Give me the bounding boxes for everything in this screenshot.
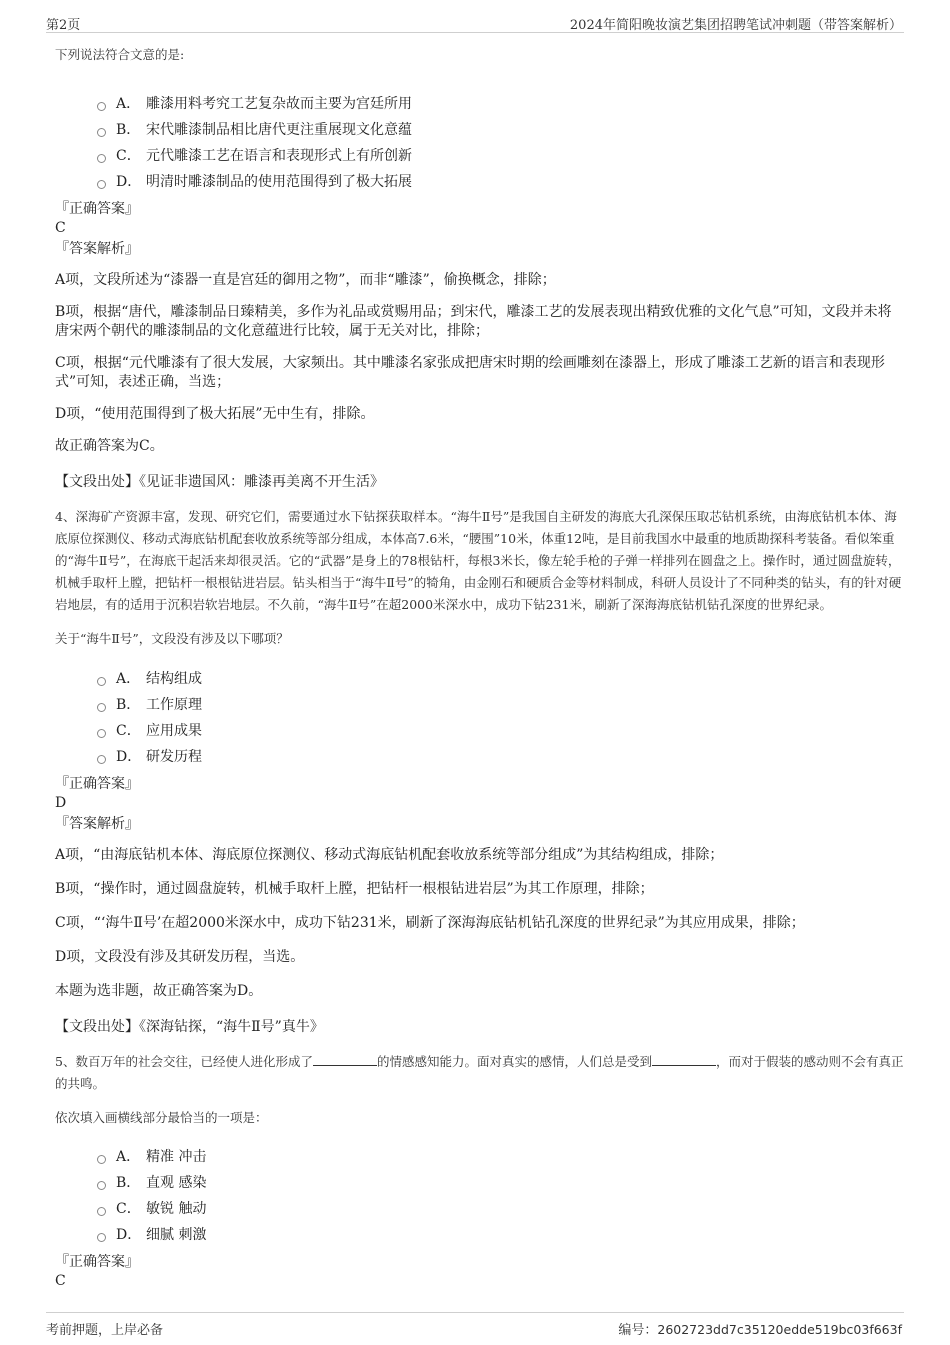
q4-answer-label: 『正确答案』 <box>55 776 139 792</box>
radio-icon[interactable] <box>97 102 106 111</box>
q3-option-c[interactable] <box>97 142 905 168</box>
q5-passage <box>55 1051 905 1095</box>
q5-option-a[interactable] <box>97 1143 905 1169</box>
q4-options <box>97 665 905 769</box>
q3-source: 【文段出处】《见证非遗国风：雕漆再美离不开生活》 <box>55 474 384 490</box>
option-text: 细腻 刺激 <box>146 1227 207 1243</box>
document-code <box>618 1319 902 1338</box>
radio-icon[interactable] <box>97 703 106 712</box>
page-number: 第2页 <box>46 18 81 33</box>
option-letter: C． <box>116 1201 141 1217</box>
q3-option-a[interactable] <box>97 90 905 116</box>
q4-source: 【文段出处】《深海钻探，“海牛Ⅱ号”真牛》 <box>55 1019 324 1035</box>
q3-analysis-c: C项，根据“元代雕漆有了很大发展，大家频出。其中雕漆名家张成把唐宋时期的绘画雕刻在漆器上，形成了雕漆工艺新的语言和表现形式”可知，表述正确，当选； <box>55 355 885 390</box>
option-text: 工作原理 <box>146 697 202 713</box>
q5-prompt: 依次填入画横线部分最恰当的一项是： <box>55 1110 268 1125</box>
option-letter: A． <box>116 671 141 687</box>
option-letter: A． <box>116 1149 141 1165</box>
radio-icon[interactable] <box>97 1181 106 1190</box>
page-footer <box>46 1312 904 1339</box>
option-text: 应用成果 <box>146 723 202 739</box>
option-text: 元代雕漆工艺在语言和表现形式上有所创新 <box>146 148 412 164</box>
page-header <box>46 12 904 33</box>
radio-icon[interactable] <box>97 677 106 686</box>
q4-analysis-c: C项，“‘海牛Ⅱ号’在超2000米深水中，成功下钻231米，刷新了深海海底钻机钻孔深度的世界纪录”为其应用成果，排除； <box>55 915 805 931</box>
q3-answer-label: 『正确答案』 <box>55 201 139 217</box>
q4-analysis-d: D项，文段没有涉及其研发历程，当选。 <box>55 949 305 965</box>
option-letter: B． <box>116 1175 141 1191</box>
option-text: 敏锐 触动 <box>146 1201 207 1217</box>
radio-icon[interactable] <box>97 729 106 738</box>
option-text: 直观 感染 <box>146 1175 207 1191</box>
q3-analysis-b: B项，根据“唐代，雕漆制品日臻精美，多作为礼品或赏赐用品；到宋代，雕漆工艺的发展表现出精致优雅的文化气息”可知，文段并未将唐宋两个朝代的雕漆制品的文化意蕴进行比较，属于无关对比，排除； <box>55 304 892 339</box>
document-title: 2024年简阳晚妆演艺集团招聘笔试冲刺题（带答案解析） <box>569 18 902 33</box>
q5-passage-part: ，而对于假装的感动则不会有真正的共鸣。 <box>55 1054 904 1091</box>
q3-option-b[interactable] <box>97 116 905 142</box>
fill-blank <box>313 1053 377 1066</box>
q5-option-b[interactable] <box>97 1169 905 1195</box>
q3-answer: C <box>55 220 66 236</box>
code-label: 编号： <box>618 1323 658 1338</box>
q4-answer: D <box>55 795 67 811</box>
q5-option-d[interactable] <box>97 1221 905 1247</box>
q5-option-c[interactable] <box>97 1195 905 1221</box>
q3-analysis-d: D项，“使用范围得到了极大拓展”无中生有，排除。 <box>55 406 375 422</box>
radio-icon[interactable] <box>97 1155 106 1164</box>
option-letter: A． <box>116 96 141 112</box>
q4-analysis-b: B项，“操作时，通过圆盘旋转，机械手取杆上膛，把钻杆一根根钻进岩层”为其工作原理，排除； <box>55 881 654 897</box>
option-text: 雕漆用料考究工艺复杂故而主要为宫廷所用 <box>146 96 412 112</box>
footer-slogan: 考前押题，上岸必备 <box>46 1323 164 1338</box>
option-letter: C． <box>116 148 141 164</box>
option-letter: B． <box>116 122 141 138</box>
q4-option-d[interactable] <box>97 743 905 769</box>
option-letter: C． <box>116 723 141 739</box>
radio-icon[interactable] <box>97 1207 106 1216</box>
q3-analysis-label: 『答案解析』 <box>55 241 139 257</box>
option-text: 精准 冲击 <box>146 1149 207 1165</box>
q4-option-c[interactable] <box>97 717 905 743</box>
q3-options <box>97 90 905 194</box>
fill-blank <box>652 1053 716 1066</box>
q3-conclusion: 故正确答案为C。 <box>55 438 164 454</box>
q5-answer-label: 『正确答案』 <box>55 1254 139 1270</box>
option-letter: D． <box>116 749 142 765</box>
code-value: 2602723dd7c35120edde519bc03f663f <box>657 1322 902 1337</box>
option-text: 研发历程 <box>146 749 202 765</box>
option-letter: B． <box>116 697 141 713</box>
q5-options <box>97 1143 905 1247</box>
q5-passage-part: 的情感感知能力。面对真实的感情，人们总是受到 <box>376 1054 652 1069</box>
q5-passage-part: 5、数百万年的社会交往，已经使人进化形成了 <box>55 1054 313 1069</box>
q4-option-b[interactable] <box>97 691 905 717</box>
q4-conclusion: 本题为选非题，故正确答案为D。 <box>55 983 263 999</box>
q4-analysis-a: A项，“由海底钻机本体、海底原位探测仪、移动式海底钻机配套收放系统等部分组成”为其结构组成，排除； <box>55 847 724 863</box>
radio-icon[interactable] <box>97 1233 106 1242</box>
q3-analysis-a: A项，文段所述为“漆器一直是宫廷的御用之物”，而非“雕漆”，偷换概念，排除； <box>55 272 556 288</box>
q5-answer: C <box>55 1273 66 1289</box>
radio-icon[interactable] <box>97 180 106 189</box>
q3-prompt: 下列说法符合文意的是: <box>55 47 185 62</box>
radio-icon[interactable] <box>97 128 106 137</box>
option-letter: D． <box>116 1227 142 1243</box>
q4-passage: 4、深海矿产资源丰富，发现、研究它们，需要通过水下钻探获取样本。“海牛Ⅱ号”是我国自主研发的海底大孔深保压取芯钻机系统，由海底钻机本体、海底原位探测仪、移动式海底钻机配套收放系统等部分组成，本体高7.6米，“腰围”10米，体重12吨，是目前我国水中最重的地质勘探科考装备。看似笨重的“海牛Ⅱ号”，在海底干起活来却很灵活。它的“武器”是身上的78根钻杆，每根3米长，像左轮手枪的子弹一样排列在圆盘之上。操作时，通过圆盘旋转，机械手取杆上膛，把钻杆一根根钻进岩层。钻头相当于“海牛Ⅱ号”的犄角，由金刚石和硬质合金等材料制成，科研人员设计了不同种类的钻头，有的针对硬岩地层，有的适用于沉积岩软岩地层。不久前，“海牛Ⅱ号”在超2000米深水中，成功下钻231米，刷新了深海海底钻机钻孔深度的世界纪录。 <box>55 509 902 612</box>
q4-analysis-label: 『答案解析』 <box>55 816 139 832</box>
q4-prompt: 关于“海牛Ⅱ号”，文段没有涉及以下哪项？ <box>55 631 289 646</box>
radio-icon[interactable] <box>97 154 106 163</box>
option-text: 宋代雕漆制品相比唐代更注重展现文化意蕴 <box>146 122 412 138</box>
q4-option-a[interactable] <box>97 665 905 691</box>
option-letter: D． <box>116 174 142 190</box>
option-text: 明清时雕漆制品的使用范围得到了极大拓展 <box>146 174 412 190</box>
q3-option-d[interactable] <box>97 168 905 194</box>
radio-icon[interactable] <box>97 755 106 764</box>
option-text: 结构组成 <box>146 671 202 687</box>
document-body <box>55 42 905 1291</box>
